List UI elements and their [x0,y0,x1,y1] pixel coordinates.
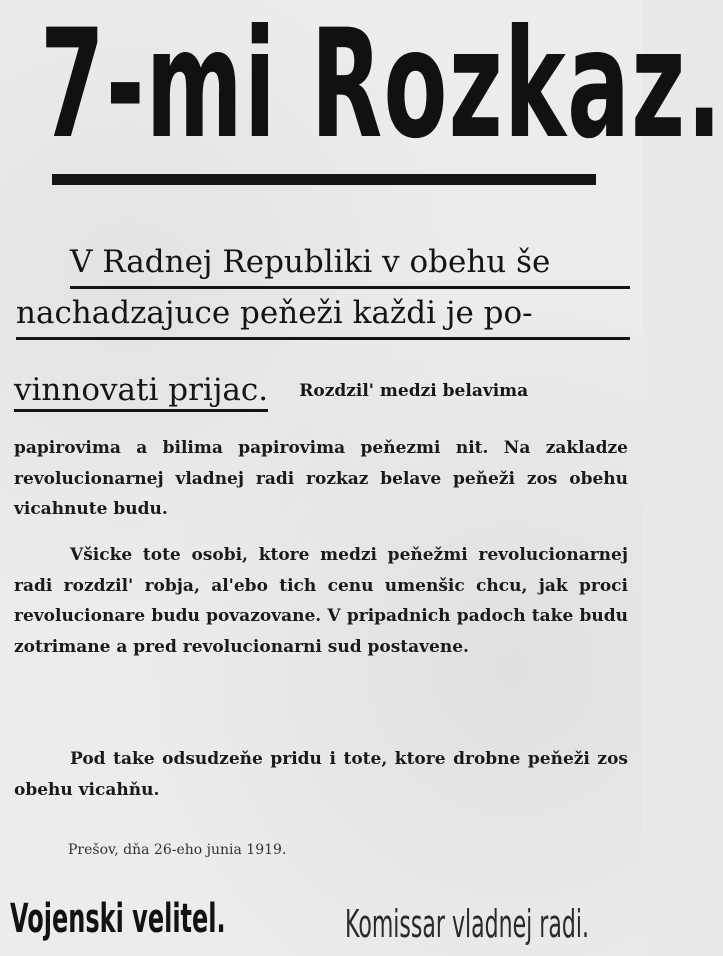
paragraph-1-start: Rozdzil' medzi belavima [299,381,529,401]
lead-line-3-row [14,372,628,408]
poster-title: 7-mi Rozkaz. [40,0,723,172]
lead-line-3: vinnovati prijac. [14,372,268,412]
date-place: Prešov, dňa 26-eho junia 1919. [68,842,287,858]
signature-military-commander: Vojenski velitel. [10,896,226,942]
title-underline [52,174,596,185]
lead-line-2: nachadzajuce peňeži každi je po- [16,291,630,340]
paragraph-2: Všicke tote osobi, ktore medzi peňežmi revolucionarnej radi rozdzil' robja, al'ebo tich cenu umenšic chcu, jak proci revolucionare budu povazovane. V pripadnich padoch take budu zotrimane a pred revolucionarni sud postavene. [14,545,628,657]
lead-line-1: V Radnej Republiki v obehu še [70,240,630,289]
paragraph-1: papirovima a bilima papirovima peňezmi nit. Na zakladze revolucionarnej vladnej radi rozkaz belave peňeži zos obehu vicahnute budu. [14,438,628,519]
paragraph-3: Pod take odsudzeňe pridu i tote, ktore drobne peňeži zos obehu vicahňu. [14,749,628,800]
signature-commissar: Komissar vladnej radi. [345,902,589,946]
lead-text [16,240,630,342]
